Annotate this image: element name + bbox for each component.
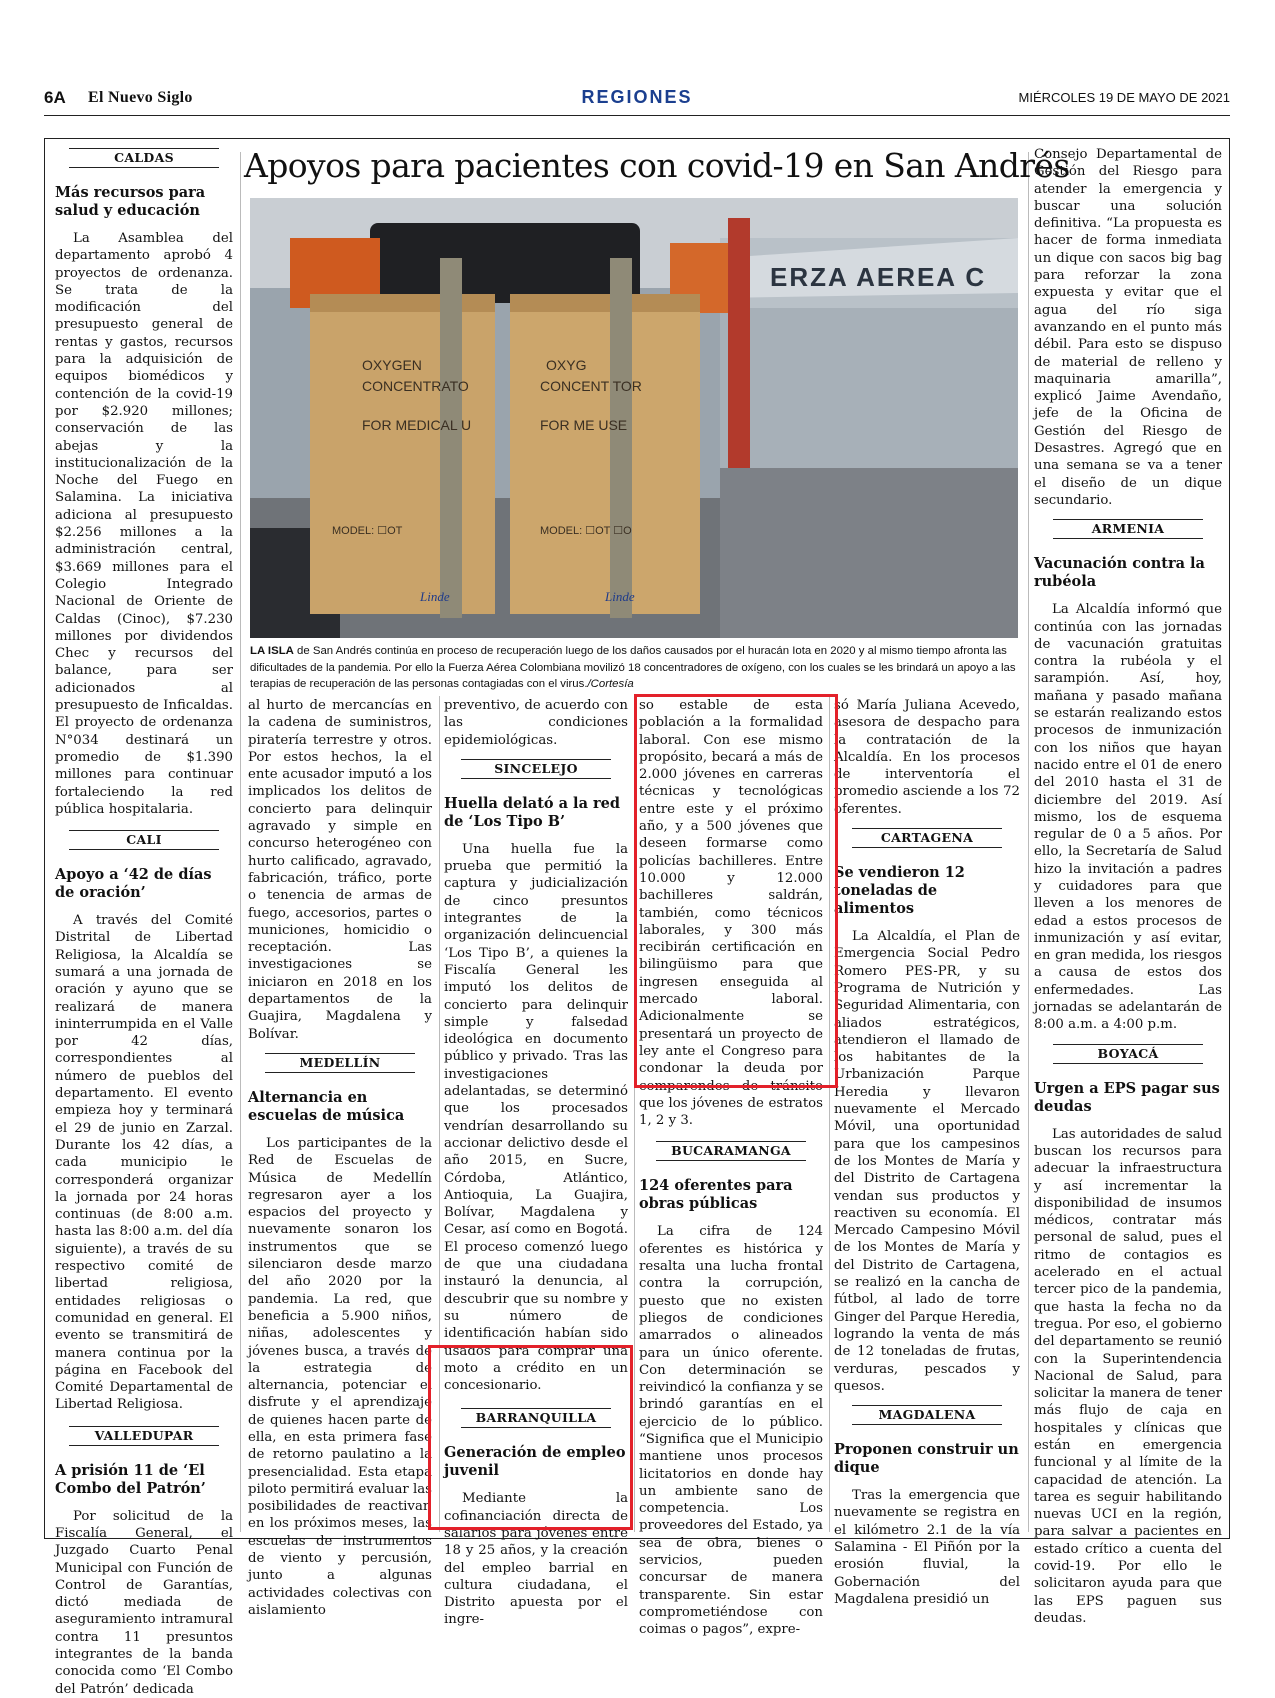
article-body-magdalena: Tras la emergencia que nuevamente se registra en el kilómetro 2.1 de la vía Salamina - El Piñón por la erosión fluvial, la Gobernación del Magdalena presidió un <box>834 1488 1020 1607</box>
article-body-bucaramanga: La cifra de 124 oferentes es histórica y resalta una lucha frontal contra la corrupción, puesto que no existen pliegos de condiciones amarrados o alineados para un único oferente. Con determinación se reivindicó la confianza y se brindó garantías en el ejercicio de lo público. “Significa que el Municipio mantiene unos procesos licitatorios en donde hay un ambiente sano de competencia. Los proveedores del Estado, ya sea de obra, bienes o servicios, pueden concursar de manera transparente. Sin estar comprometiéndose con coimas o pagos”, expre- <box>639 1224 823 1638</box>
box2-label-1: OXYG <box>546 357 587 373</box>
section-title: REGIONES <box>581 87 693 107</box>
headline-barranquilla: Generación de empleo juvenil <box>444 1444 626 1480</box>
page-header <box>44 88 1230 116</box>
region-tag-cartagena: CARTAGENA <box>852 828 1002 848</box>
headline-magdalena: Proponen construir un dique <box>834 1441 1019 1477</box>
box2-brand: Linde <box>605 589 635 604</box>
box1-label-2: CONCENTRATO <box>362 378 469 394</box>
box2-label-2: CONCENT TOR <box>540 378 642 394</box>
region-tag-cali: CALI <box>69 830 219 850</box>
column-divider <box>240 152 241 1532</box>
headline-cali: Apoyo a ‘42 de días de oración’ <box>55 866 212 902</box>
article-body-cont-col6: Consejo Departamental de Gestión del Riesgo para atender la emergencia y buscar una solución definitiva. “La propuesta es hacer de forma inmediata un dique con sacos big bag para reforzar la zona expuesta y evitar que el agua del río siga avanzando en el punto más débil. Para esto se dispuso de material de relleno y maquinaria amarilla”, explicó Jaime Avendaño, jefe de la Oficina de Gestión del Riesgo de Desastres. Agregó que en una semana se va a tener el diseño de un dique secundario. <box>1034 147 1222 508</box>
masthead-logo: El Nuevo Siglo <box>88 89 193 106</box>
article-body-cont-col5: só María Juliana Acevedo, asesora de despacho para la contratación de la Alcaldía. En los procesos de interventoría el promedio asciende a los 72 oferentes. <box>834 698 1020 817</box>
column-2 <box>248 697 432 1618</box>
caption-lead: LA ISLA <box>250 645 294 657</box>
region-tag-magdalena: MAGDALENA <box>852 1405 1002 1425</box>
article-body-boyaca: Las autoridades de salud buscan los recursos para adecuar la infraestructura y así incrementar la disponibilidad de insumos médicos, contratar más personal de salud, pues el ritmo de contagios es acelerado en el actual tercer pico de la pandemia, que hasta la fecha no da tregua. Por eso, el gobierno del departamento se reunió con la Superintendencia Nacional de Salud, para solicitar la manera de tener más flujo de caja en hospitales y clínicas que están en emergencia funcional y al límite de la capacidad de atención. La tarea es seguir habilitando nuevas UCI en la región, para salvar a pacientes en estado crítico a cuenta del covid-19. Por ello le solicitaron ayuda para que las EPS paguen sus deudas. <box>1034 1126 1222 1626</box>
article-body-cali: A través del Comité Distrital de Libertad Religiosa, la Alcaldía se sumará a una jornada de oración y ayuno que se realizará de manera ininterrumpida en el Valle por 42 días, correspondientes al número de pueblos del departamento. El evento empieza hoy y terminará el 29 de junio en Zarzal. Durante los 42 días, a cada municipio le corresponderá organizar la jornada por 24 horas continuas (de 8:00 a.m. hasta las 8:00 a.m. del día siguiente), a través de su respectivo comité de libertad religiosa, entidades religiosas o comunidad en general. El evento se transmitirá de manera continua por la página en Facebook del Comité Departamental de Libertad Religiosa. <box>55 913 233 1413</box>
box1-brand: Linde <box>420 589 450 604</box>
article-body-sincelejo: Una huella fue la prueba que permitió la captura y judicialización de cinco presuntos integrantes de la organización delincuencial ‘Los Tipo B’, a quienes la Fiscalía General les imputó los delitos de concierto para delinquir simple y falsedad ideológica en documento público y privado. Tras las investigaciones adelantadas, se determinó que los procesados vendrían desarrollando su accionar delictivo desde el año 2015, en Sucre, Córdoba, Atlántico, Antioquia, La Guajira, Bolívar, Magdalena y Cesar, así como en Bogotá. El proceso comenzó luego de que una ciudadana instauró la denuncia, al descubrir que su nombre y su número de identificación habían sido usados para comprar una moto a crédito en un concesionario. <box>444 841 628 1394</box>
headline-caldas: Más recursos para salud y educación <box>55 184 206 219</box>
headline-boyaca: Urgen a EPS pagar sus deudas <box>1034 1079 1220 1115</box>
region-tag-sincelejo: SINCELEJO <box>461 759 611 779</box>
headline-medellin: Alternancia en escuelas de música <box>248 1088 405 1124</box>
region-tag-medellin: MEDELLÍN <box>265 1053 415 1073</box>
photo-credit: /Cortesía <box>587 678 634 690</box>
plane-livery-text: ERZA AEREA C <box>770 262 987 292</box>
region-tag-bucaramanga: BUCARAMANGA <box>656 1141 806 1161</box>
article-body-cont-col3: preventivo, de acuerdo con las condiciones epidemiológicas. <box>444 698 628 748</box>
region-tag-barranquilla: BARRANQUILLA <box>461 1408 611 1428</box>
box1-model: MODEL: ☐OT <box>332 525 403 537</box>
highlight-box-continuation <box>634 694 838 1088</box>
article-body-valledupar: Por solicitud de la Fiscalía General, el Juzgado Cuarto Penal Municipal con Función de Control de Garantías, dictó mediada de aseguramiento intramural contra 11 presuntos integrantes de la banda conocida como ‘El Combo del Patrón’ dedicada <box>55 1508 233 1697</box>
column-5 <box>834 697 1020 1607</box>
page-number: 6A <box>44 88 66 107</box>
article-body-cartagena: La Alcaldía, el Plan de Emergencia Social Pedro Romero PES-PR, y su Programa de Nutrición y Seguridad Alimentaria, con aliados estratégicos, atendieron el llamado de los habitantes de la Urbanización Parque Heredia y llevaron nuevamente el Mercado Móvil, una oportunidad para que los campesinos de los Montes de María y del Distrito de Cartagena vendan sus productos y reactiven su economía. El Mercado Campesino Móvil de los Montes de María y del Distrito de Cartagena, se realizó en la cancha de fútbol, al lado de torre Ginger del Parque Heredia, logrando la venta de más de 12 toneladas de frutas, verduras, pescados y quesos. <box>834 929 1020 1394</box>
headline-valledupar: A prisión 11 de ‘El Combo del Patrón’ <box>55 1461 206 1497</box>
article-body-cont-col4: so estable de esta población a la formalidad laboral. Con ese mismo propósito, becará a más de 2.000 jóvenes en carreras técnicas y tecnológicas entre este y el próximo año, y a 500 jóvenes que deseen formarse como policías bachilleres. Entre 10.000 y 12.000 bachilleres saldrán, también, como técnicos laborales, y 300 más recibirán certificación en bilingüismo para que ingresen enseguida al mercado laboral. Adicionalmente se presentará un proyecto de ley ante el Congreso para condonar la deuda por comparendos de tránsito que los jóvenes de estratos 1, 2 y 3. <box>639 698 823 1129</box>
article-body-armenia: La Alcaldía informó que continúa con las jornadas de vacunación gratuitas contra la rubéola y el sarampión. Así, hoy, mañana y pasado mañana se estarán realizando estos procesos de inmunización con los niños que hayan nacido entre el 01 de enero del 2010 hasta el 31 de diciembre del 2019. Así mismo, los de esquema regular de 0 a 5 años. Por ello, la Secretaría de Salud hizo la invitación a padres y cuidadores para que lleven a los menores de edad a estos procesos de inmunización y así evitar, en gran medida, los riesgos a causa de estos dos enfermedades. Las jornadas se adelantarán de 8:00 a.m. a 4:00 p.m. <box>1034 602 1222 1033</box>
box1-label-1: OXYGEN <box>362 357 422 373</box>
highlight-box-barranquilla <box>428 1345 633 1530</box>
box2-model: MODEL: ☐OT ☐O <box>540 525 632 537</box>
headline-cartagena: Se vendieron 12 toneladas de alimentos <box>834 864 965 918</box>
article-body-cont-col2: al hurto de mercancías en la cadena de suministros, piratería terrestre y otros. Por estos hechos, la el ente acusador imputó a los implicados los delitos de concierto para delinquir agravado y simple en concurso heterogéneo con hurto calificado, agravado, fabricación, tráfico, porte o tenencia de armas de fuego, accesorios, partes o municiones, homicidio o receptación. Las investigaciones se iniciaron en 2018 en los departamentos de la Guajira, Magdalena y Bolívar. <box>248 698 432 1042</box>
oxygen-concentrators-photo <box>250 198 1018 638</box>
region-tag-valledupar: VALLEDUPAR <box>69 1426 219 1446</box>
headline-armenia: Vacunación contra la rubéola <box>1034 555 1205 591</box>
main-headline: Apoyos para pacientes con covid-19 en San Andrés <box>244 146 1070 185</box>
headline-bucaramanga: 124 oferentes para obras públicas <box>639 1177 793 1213</box>
caption-text: de San Andrés continúa en proceso de recuperación luego de los daños causados por el huracán Iota en 2020 y al mismo tiempo afronta las dificultades de la pandemia. Por ello la Fuerza Aérea Colombiana movilizó 18 concentradores de oxígeno, con los cuales se les brindará un apoyo a las terapias de recuperación de las personas contagiadas con el virus. <box>250 645 1016 690</box>
region-tag-caldas: CALDAS <box>69 148 219 168</box>
column-divider <box>1028 152 1029 1532</box>
article-body-medellin: Los participantes de la Red de Escuelas de Música de Medellín regresaron ayer a los espacios del proyecto y nuevamente sonaron los instrumentos que se silenciaron desde marzo del año 2020 por la pandemia. La red, que beneficia a 5.900 niños, niñas, adolescentes y jóvenes busca, a través de la estrategia de alternancia, potenciar el disfrute y el aprendizaje de quienes hacen parte de ella, en esta primera fase de retorno paulatino a la presencialidad. Esta etapa piloto permitirá evaluar las posibilidades de reactivar, en los próximos meses, las escuelas de instrumentos de viento y percusión, junto a algunas actividades colectivas con aislamiento <box>248 1135 432 1618</box>
article-body-barranquilla: Mediante la cofinanciación directa de salarios para jóvenes entre 18 y 25 años, y la creación del empleo barrial en cultura ciudadana, el Distrito apuesta por el ingre- <box>444 1491 628 1628</box>
main-photo <box>250 198 1018 638</box>
column-6 <box>1034 146 1222 1626</box>
headline-sincelejo: Huella delató a la red de ‘Los Tipo B’ <box>444 794 621 830</box>
column-1 <box>55 148 233 1697</box>
article-body-caldas: La Asamblea del departamento aprobó 4 proyectos de ordenanza. Se trata de la modificación del presupuesto general de rentas y gastos, recursos para la adquisición de equipos biomédicos y contención de la covid-19 por $2.920 millones; conservación de las abejas y la institucionalización de la Noche del Fuego en Salamina. La iniciativa adiciona al presupuesto $2.256 millones a la administración central, $3.669 millones para el Colegio Integrado Nacional de Oriente de Caldas (Cinoc), $7.230 millones por dividendos Chec y recursos del balance, para ser adicionados al presupuesto de Inficaldas. El proyecto de ordenanza N°034 destinará un promedio de $1.390 millones para continuar fortaleciendo la red pública hospitalaria. <box>55 231 233 817</box>
issue-date: MIÉRCOLES 19 DE MAYO DE 2021 <box>1018 90 1230 105</box>
box2-label-3: FOR ME USE <box>540 417 628 433</box>
region-tag-boyaca: BOYACÁ <box>1053 1044 1203 1064</box>
box1-label-3: FOR MEDICAL U <box>362 417 472 433</box>
region-tag-armenia: ARMENIA <box>1053 519 1203 539</box>
photo-caption <box>250 643 1018 693</box>
